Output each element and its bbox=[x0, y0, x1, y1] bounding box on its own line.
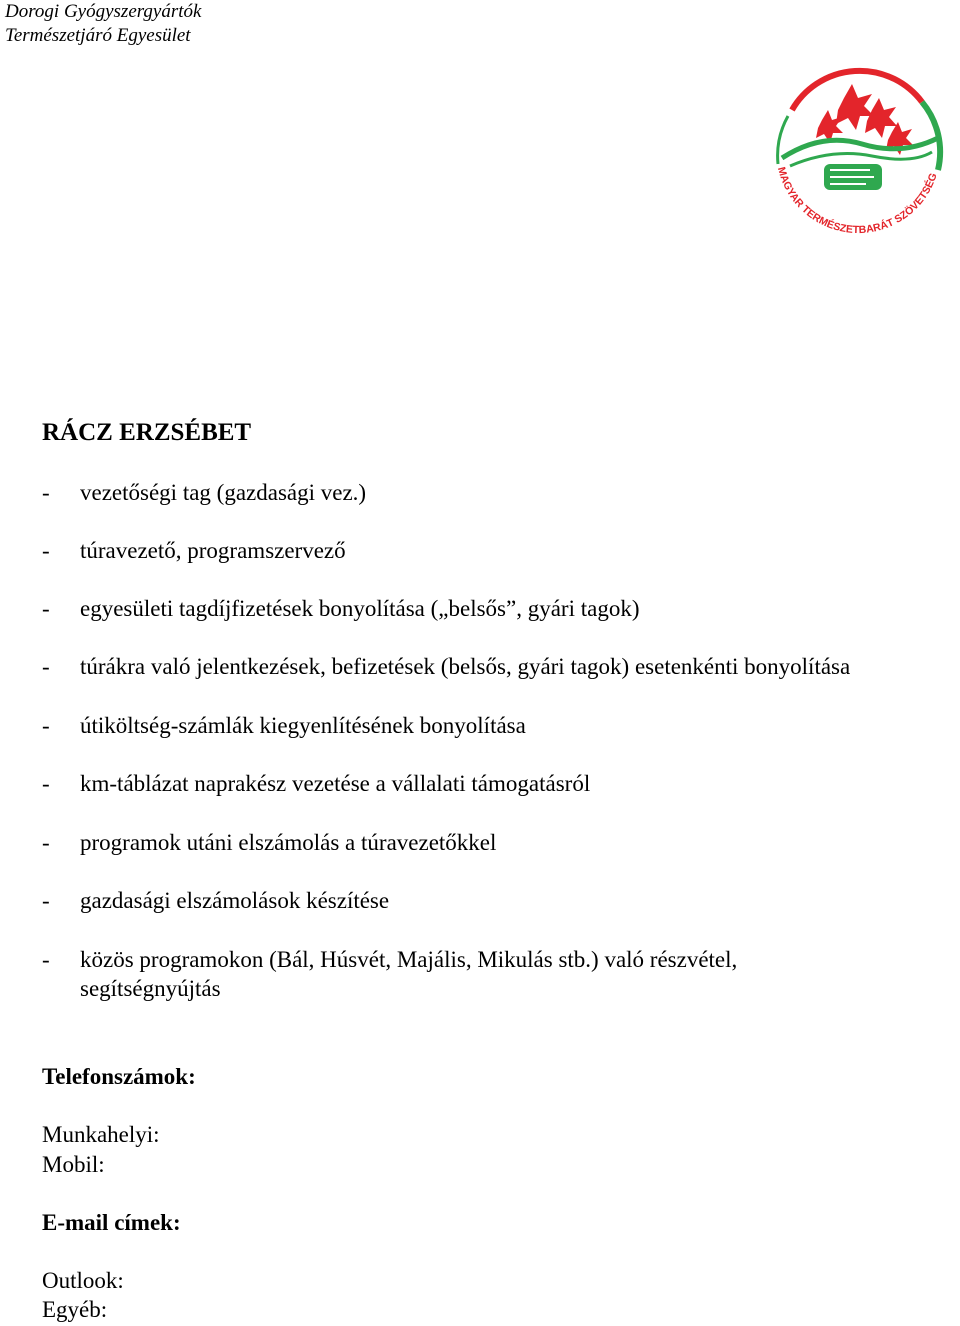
duty-item bbox=[42, 945, 842, 1003]
list-dash: - bbox=[42, 947, 50, 972]
duty-item bbox=[42, 478, 942, 507]
duty-item bbox=[42, 711, 942, 740]
duty-text: túravezető, programszervező bbox=[80, 538, 346, 563]
phones-title: Telefonszámok: bbox=[42, 1064, 196, 1089]
organization-name-line2: Természetjáró Egyesület bbox=[5, 25, 191, 46]
duty-text: egyesületi tagdíjfizetések bonyolítása („belsős”, gyári tagok) bbox=[80, 596, 640, 621]
duty-item bbox=[42, 828, 942, 857]
duty-item bbox=[42, 652, 942, 681]
list-dash: - bbox=[42, 654, 50, 679]
person-name: RÁCZ ERZSÉBET bbox=[42, 419, 252, 446]
list-dash: - bbox=[42, 596, 50, 621]
duty-item bbox=[42, 536, 942, 565]
duty-item bbox=[42, 886, 942, 915]
list-dash: - bbox=[42, 830, 50, 855]
duty-text: útiköltség-számlák kiegyenlítésének bonyolítása bbox=[80, 713, 526, 738]
duty-item bbox=[42, 769, 942, 798]
list-dash: - bbox=[42, 713, 50, 738]
duty-text: km-táblázat naprakész vezetése a vállalati támogatásról bbox=[80, 771, 591, 796]
organization-name-line1: Dorogi Gyógyszergyártók bbox=[5, 1, 202, 22]
emails-title: E-mail címek: bbox=[42, 1210, 181, 1235]
outlook-email-label: Outlook: bbox=[42, 1268, 124, 1293]
duty-text: gazdasági elszámolások készítése bbox=[80, 888, 390, 913]
list-dash: - bbox=[42, 480, 50, 505]
mobile-phone-label: Mobil: bbox=[42, 1152, 105, 1177]
logo-text: MAGYAR TERMÉSZETBARÁT SZÖVETSÉG bbox=[774, 165, 940, 237]
duty-text: vezetőségi tag (gazdasági vez.) bbox=[80, 480, 367, 505]
work-phone-label: Munkahelyi: bbox=[42, 1122, 160, 1147]
list-dash: - bbox=[42, 538, 50, 563]
federation-logo bbox=[752, 40, 960, 240]
duty-text: közös programokon (Bál, Húsvét, Majális, Mikulás stb.) való részvétel, segítségnyújtás bbox=[80, 947, 738, 1001]
organization-header bbox=[5, 0, 201, 48]
duty-text: programok utáni elszámolás a túravezetőkkel bbox=[80, 830, 497, 855]
handshake-icon bbox=[824, 164, 882, 190]
duty-item bbox=[42, 594, 942, 623]
list-dash: - bbox=[42, 771, 50, 796]
list-dash: - bbox=[42, 888, 50, 913]
duty-text: túrákra való jelentkezések, befizetések (belsős, gyári tagok) esetenkénti bonyolítása bbox=[80, 654, 851, 679]
other-email-label: Egyéb: bbox=[42, 1297, 108, 1322]
